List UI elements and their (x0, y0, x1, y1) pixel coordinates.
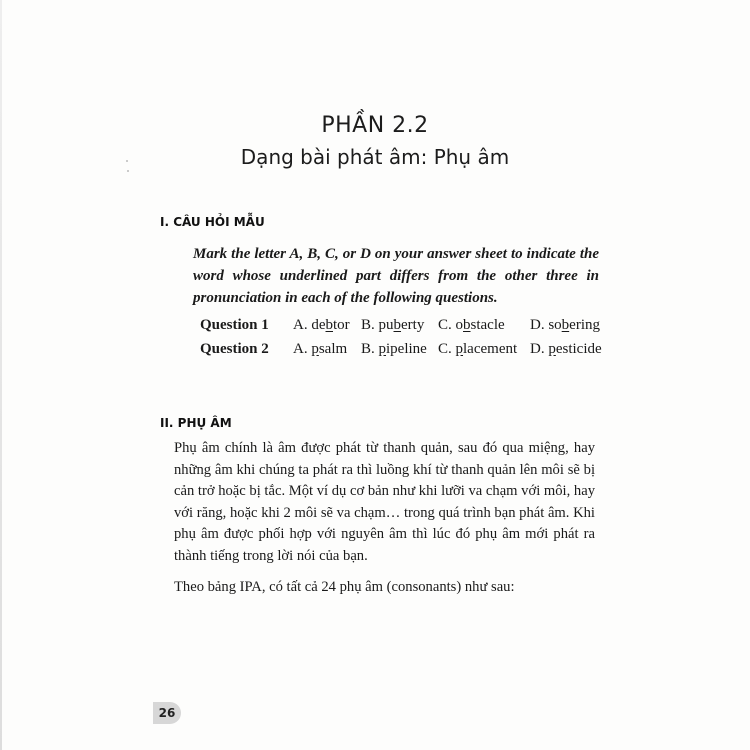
option-c: C. obstacle (438, 317, 505, 333)
option-d: D. sobering (530, 317, 600, 333)
option-b: B. pipeline (361, 341, 427, 357)
instructions-text: Mark the letter A, B, C, or D on your answer sheet to indicate the word whose underlined part differs from the other three in pronunciation in each of the following questions. (193, 246, 599, 306)
question-label: Question 2 (200, 341, 269, 357)
body-paragraph: Theo bảng IPA, có tất cả 24 phụ âm (consonants) như sau: (174, 579, 515, 595)
option-a: A. debtor (293, 317, 350, 333)
part-title: PHẦN 2.2 (321, 113, 429, 138)
page-number: 26 (153, 702, 181, 724)
option-b: B. puberty (361, 317, 425, 333)
option-d: D. pesticide (530, 341, 602, 357)
question-label: Question 1 (200, 317, 269, 333)
option-c: C. placement (438, 341, 518, 357)
body-paragraph: Phụ âm chính là âm được phát từ thanh quản, sau đó qua miệng, hay những âm khi chúng ta phát ra thì luồng khí từ thanh quản lên môi sẽ bị cản trở hoặc bị tắc. Một ví dụ cơ bản như khi lưỡi va chạm với môi, hay với răng, hoặc khi 2 môi sẽ va chạm… trong quá trình bạn phát âm. Khi phụ âm được phối hợp với nguyên âm thì lúc đó phụ âm mới phát ra thành tiếng trong lời nói của bạn. (174, 440, 595, 564)
part-subtitle: Dạng bài phát âm: Phụ âm (240, 145, 510, 169)
section-heading-consonants: II. PHỤ ÂM (160, 416, 232, 430)
option-a: A. psalm (293, 341, 348, 357)
section-heading-sample-questions: I. CÂU HỎI MẪU (160, 215, 265, 229)
print-speck (127, 170, 129, 172)
